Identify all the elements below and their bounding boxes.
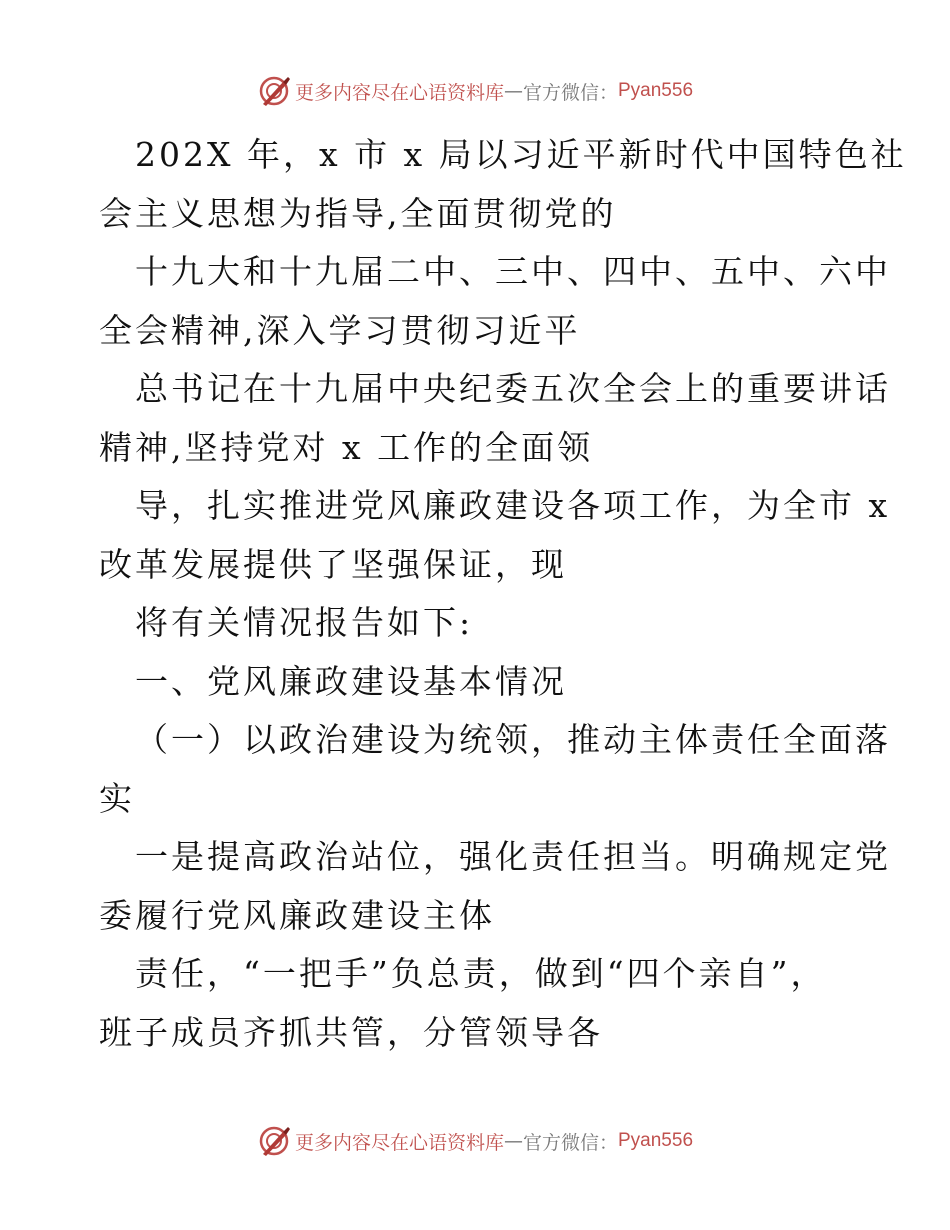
subsection-heading: （一）以政治建设为统领，推动主体责任全面落 <box>135 720 891 759</box>
text-line: 全会精神,深入学习贯彻习近平 <box>99 310 581 350</box>
text-line: 导，扎实推进党风廉政建设各项工作，为全市 x <box>135 486 891 525</box>
text-line: 将有关情况报告如下: <box>135 603 474 642</box>
text-line: 总书记在十九届中央纪委五次全会上的重要讲话 <box>135 369 891 408</box>
watermark-wechat-label: 官方微信： <box>522 81 618 104</box>
header-watermark <box>0 71 950 111</box>
text-line: 十九大和十九届二中、三中、四中、五中、六中 <box>135 252 891 291</box>
footer-watermark <box>0 1121 950 1161</box>
text-line: 会主义思想为指导,全面贯彻党的 <box>99 193 617 233</box>
pen-logo-icon <box>257 74 291 108</box>
watermark-wechat-id: Pyan556 <box>618 1130 694 1151</box>
text-line: 精神,坚持党对 x 工作的全面领 <box>99 427 594 467</box>
watermark-separator: — <box>503 1130 523 1152</box>
watermark-site-text: 更多内容尽在心语资料库 <box>294 81 504 104</box>
watermark-wechat-label: 官方微信： <box>522 1131 618 1154</box>
watermark-site-text: 更多内容尽在心语资料库 <box>294 1131 504 1154</box>
watermark-wechat-id: Pyan556 <box>618 80 694 101</box>
document-body <box>99 126 907 1062</box>
text-line: 委履行党风廉政建设主体 <box>99 895 495 935</box>
text-line: 班子成员齐抓共管，分管领导各 <box>99 1012 603 1052</box>
text-line: 改革发展提供了坚强保证，现 <box>99 544 567 584</box>
text-line: 202X 年，x 市 x 局以习近平新时代中国特色社 <box>135 135 907 174</box>
pen-logo-icon <box>257 1124 291 1158</box>
text-line: 责任，“一把手”负总责，做到“四个亲自”， <box>135 954 827 993</box>
section-heading: 一、党风廉政建设基本情况 <box>135 661 567 701</box>
text-line: 实 <box>99 778 135 818</box>
watermark-separator: — <box>503 80 523 102</box>
text-line: 一是提高政治站位，强化责任担当。明确规定党 <box>135 837 891 876</box>
